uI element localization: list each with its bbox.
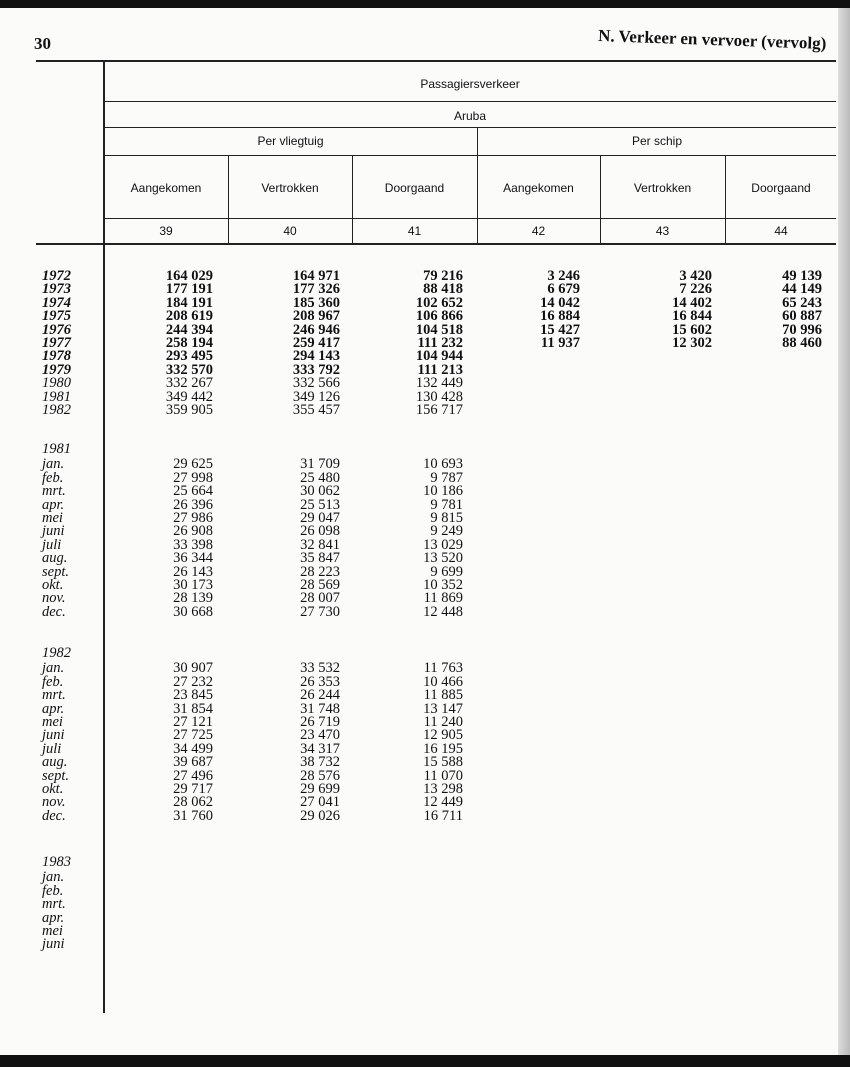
rule [104, 218, 836, 219]
column-header-label: Doorgaand [384, 181, 445, 195]
table-cell: 7 226 [679, 281, 712, 298]
table-cell: 26 244 [300, 687, 340, 704]
table-cell: 28 569 [300, 577, 340, 593]
table-cell: 30 062 [300, 483, 340, 500]
table-cell: 258 194 [165, 335, 213, 351]
stub-divider [103, 60, 105, 1013]
column-header-label: Vertrokken [261, 181, 319, 195]
table-cell: 185 360 [292, 294, 340, 311]
table-cell: 28 576 [300, 767, 340, 784]
row-label: jan. [42, 869, 65, 886]
table-cell: 16 195 [423, 740, 463, 757]
table-cell: 27 041 [300, 794, 340, 811]
table-cell: 259 417 [292, 335, 340, 351]
table-cell: 164 029 [165, 268, 213, 284]
header-sea: Per schip [631, 134, 683, 148]
row-label: feb. [42, 882, 64, 899]
scan-border-bottom [0, 1055, 850, 1067]
section-year: 1981 [42, 441, 71, 457]
table-cell: 332 570 [165, 361, 213, 378]
table-cell: 3 420 [679, 268, 712, 284]
chapter-title: N. Verkeer en vervoer (vervolg) [597, 26, 827, 53]
row-label: 1975 [42, 308, 71, 325]
table-cell: 44 149 [782, 281, 822, 298]
table-cell: 28 062 [173, 794, 213, 811]
table-cell: 26 396 [173, 496, 213, 513]
table-cell: 26 143 [173, 563, 213, 580]
section-year: 1983 [42, 854, 71, 870]
table-cell: 35 847 [300, 550, 340, 567]
table-cell: 15 427 [540, 321, 580, 338]
table-cell: 293 495 [165, 348, 213, 365]
table-cell: 32 841 [300, 536, 340, 553]
column-header-label: Aangekomen [130, 181, 202, 195]
row-label: 1977 [42, 335, 71, 351]
table-cell: 104 518 [415, 321, 463, 338]
table-cell: 13 298 [423, 781, 463, 797]
column-number: 42 [531, 224, 546, 238]
table-cell: 27 121 [173, 714, 213, 730]
table-cell: 294 143 [292, 348, 340, 365]
table-cell: 65 243 [782, 294, 822, 311]
table-cell: 25 664 [173, 483, 213, 500]
row-label: aug. [42, 754, 68, 771]
page-edge-shadow [838, 8, 850, 1055]
column-number: 40 [283, 224, 297, 238]
table-cell: 11 885 [423, 687, 463, 704]
header-bottom-rule [36, 243, 836, 245]
row-label: apr. [42, 700, 65, 717]
table-cell: 31 709 [300, 456, 340, 473]
table-cell: 33 532 [300, 660, 340, 677]
column-header-label: Aangekomen [503, 181, 574, 195]
table-cell: 29 047 [300, 510, 340, 526]
table-cell: 38 732 [300, 754, 340, 771]
table-cell: 79 216 [423, 268, 463, 284]
row-label: dec. [42, 807, 66, 824]
table-cell: 208 619 [165, 308, 213, 325]
table-cell: 10 466 [423, 673, 463, 690]
row-label: 1980 [42, 375, 71, 392]
row-label: mrt. [42, 896, 66, 913]
table-cell: 14 402 [672, 294, 712, 311]
row-label: 1974 [42, 294, 71, 311]
table-cell: 333 792 [292, 361, 340, 378]
table-cell: 246 946 [292, 321, 340, 338]
table-cell: 15 602 [672, 321, 712, 338]
table-cell: 23 470 [300, 727, 340, 744]
table-cell: 3 246 [547, 268, 580, 284]
table-cell: 16 844 [672, 308, 712, 325]
table-cell: 28 007 [300, 590, 340, 607]
table-cell: 27 496 [173, 767, 213, 784]
table-cell: 11 240 [423, 714, 463, 730]
table-cell: 26 908 [173, 523, 213, 540]
column-number: 43 [655, 224, 670, 238]
table-cell: 104 944 [415, 348, 463, 365]
column-header-label: Doorgaand [751, 181, 811, 195]
table-cell: 12 905 [423, 727, 463, 744]
table-cell: 12 449 [423, 794, 463, 811]
row-label: feb. [42, 673, 64, 690]
table-cell: 9 249 [430, 523, 463, 540]
table-cell: 31 748 [300, 700, 340, 717]
table-cell: 13 520 [423, 550, 463, 567]
table-cell: 30 907 [173, 660, 213, 677]
row-label: 1973 [42, 281, 71, 298]
row-label: nov. [42, 590, 66, 607]
table-cell: 36 344 [173, 550, 213, 567]
column-header-label: Vertrokken [633, 181, 692, 195]
table-cell: 25 513 [300, 496, 340, 513]
table-cell: 30 173 [173, 577, 213, 593]
row-label: 1972 [42, 268, 71, 284]
table-cell: 9 787 [430, 469, 463, 486]
table-cell: 111 213 [417, 361, 463, 378]
table-cell: 27 730 [300, 603, 340, 620]
table-cell: 25 480 [300, 469, 340, 486]
table-cell: 9 699 [430, 563, 463, 580]
table-cell: 30 668 [173, 603, 213, 620]
table-cell: 23 845 [173, 687, 213, 704]
row-label: mrt. [42, 483, 66, 500]
table-cell: 10 186 [423, 483, 463, 500]
row-label: jan. [42, 456, 65, 473]
table-cell: 12 448 [423, 603, 463, 620]
row-label: aug. [42, 550, 68, 567]
table-cell: 11 763 [423, 660, 463, 677]
table-cell: 332 267 [165, 375, 213, 392]
table-cell: 26 098 [300, 523, 340, 540]
table-cell: 34 499 [173, 740, 213, 757]
row-label: 1981 [42, 388, 71, 405]
table-cell: 355 457 [292, 402, 340, 418]
row-label: mrt. [42, 687, 66, 704]
row-label: feb. [42, 469, 64, 486]
row-label: sept. [42, 563, 69, 580]
table-cell: 28 139 [173, 590, 213, 607]
row-label: dec. [42, 603, 66, 620]
table-cell: 359 905 [165, 402, 213, 418]
column-number: 44 [774, 224, 788, 238]
table-cell: 88 460 [782, 335, 822, 351]
table-cell: 27 232 [173, 673, 213, 690]
table-cell: 88 418 [423, 281, 463, 298]
table-cell: 6 679 [547, 281, 580, 298]
table-cell: 27 998 [173, 469, 213, 486]
rule [104, 127, 836, 128]
table-cell: 49 139 [782, 268, 822, 284]
row-label: nov. [42, 794, 66, 811]
table-cell: 156 717 [415, 402, 463, 418]
table-cell: 28 223 [300, 563, 340, 580]
table-cell: 60 887 [782, 308, 822, 325]
row-label: 1982 [42, 402, 71, 418]
row-label: 1976 [42, 321, 71, 338]
table-cell: 10 352 [423, 577, 463, 593]
table-top-rule [36, 60, 836, 62]
row-label: juni [42, 936, 65, 953]
table-cell: 106 866 [415, 308, 463, 325]
table-cell: 208 967 [292, 308, 340, 325]
table-cell: 349 442 [165, 388, 213, 405]
row-label: 1978 [42, 348, 71, 365]
table-cell: 132 449 [415, 375, 463, 392]
table-cell: 177 191 [165, 281, 213, 298]
table-cell: 177 326 [292, 281, 340, 298]
table-cell: 29 717 [173, 781, 213, 797]
table-cell: 244 394 [165, 321, 213, 338]
table-cell: 33 398 [173, 536, 213, 553]
row-label: jan. [42, 660, 65, 677]
table-cell: 29 625 [173, 456, 213, 473]
table-cell: 11 869 [423, 590, 463, 607]
table-cell: 11 070 [423, 767, 463, 784]
table-cell: 15 588 [423, 754, 463, 771]
row-label: okt. [42, 577, 64, 593]
row-label: juli [42, 536, 62, 553]
row-label: apr. [42, 496, 65, 513]
table-cell: 29 699 [300, 781, 340, 797]
row-label: juli [42, 740, 62, 757]
row-label: okt. [42, 781, 64, 797]
table-cell: 130 428 [415, 388, 463, 405]
table-cell: 29 026 [300, 807, 340, 824]
row-label: juni [42, 727, 65, 744]
table-cell: 102 652 [415, 294, 463, 311]
header-group: Passagiersverkeer [420, 77, 520, 91]
table-cell: 34 317 [300, 740, 340, 757]
table-cell: 9 781 [430, 496, 463, 513]
table-cell: 16 711 [423, 807, 463, 824]
header-region: Aruba [453, 109, 487, 123]
table-cell: 13 147 [423, 700, 463, 717]
table-cell: 349 126 [292, 388, 340, 405]
table-cell: 9 815 [430, 510, 463, 526]
table-cell: 27 725 [173, 727, 213, 744]
table-cell: 111 232 [417, 335, 463, 351]
row-label: mei [42, 923, 63, 939]
table-cell: 16 884 [540, 308, 580, 325]
column-number: 41 [407, 224, 422, 238]
table-cell: 10 693 [423, 456, 463, 473]
section-year: 1982 [42, 645, 71, 661]
table-cell: 31 760 [173, 807, 213, 824]
table-cell: 11 937 [540, 335, 580, 351]
table-cell: 27 986 [173, 510, 213, 526]
table-cell: 12 302 [672, 335, 712, 351]
row-label: sept. [42, 767, 69, 784]
rule [104, 155, 836, 156]
table-cell: 26 353 [300, 673, 340, 690]
rule [104, 101, 836, 102]
header-air: Per vliegtuig [257, 134, 324, 148]
row-label: mei [42, 510, 63, 526]
table-cell: 14 042 [540, 294, 580, 311]
table-cell: 39 687 [173, 754, 213, 771]
row-label: apr. [42, 909, 65, 926]
table-cell: 13 029 [423, 536, 463, 553]
table-cell: 26 719 [300, 714, 340, 730]
row-label: juni [42, 523, 65, 540]
table-cell: 184 191 [165, 294, 213, 311]
page-number: 30 [34, 34, 51, 53]
table-cell: 164 971 [292, 268, 340, 284]
table-cell: 31 854 [173, 700, 213, 717]
row-label: 1979 [42, 361, 71, 378]
table-cell: 332 566 [292, 375, 340, 392]
column-number: 39 [159, 224, 173, 238]
table-cell: 70 996 [782, 321, 822, 338]
scan-border-top [0, 0, 850, 8]
row-label: mei [42, 714, 63, 730]
